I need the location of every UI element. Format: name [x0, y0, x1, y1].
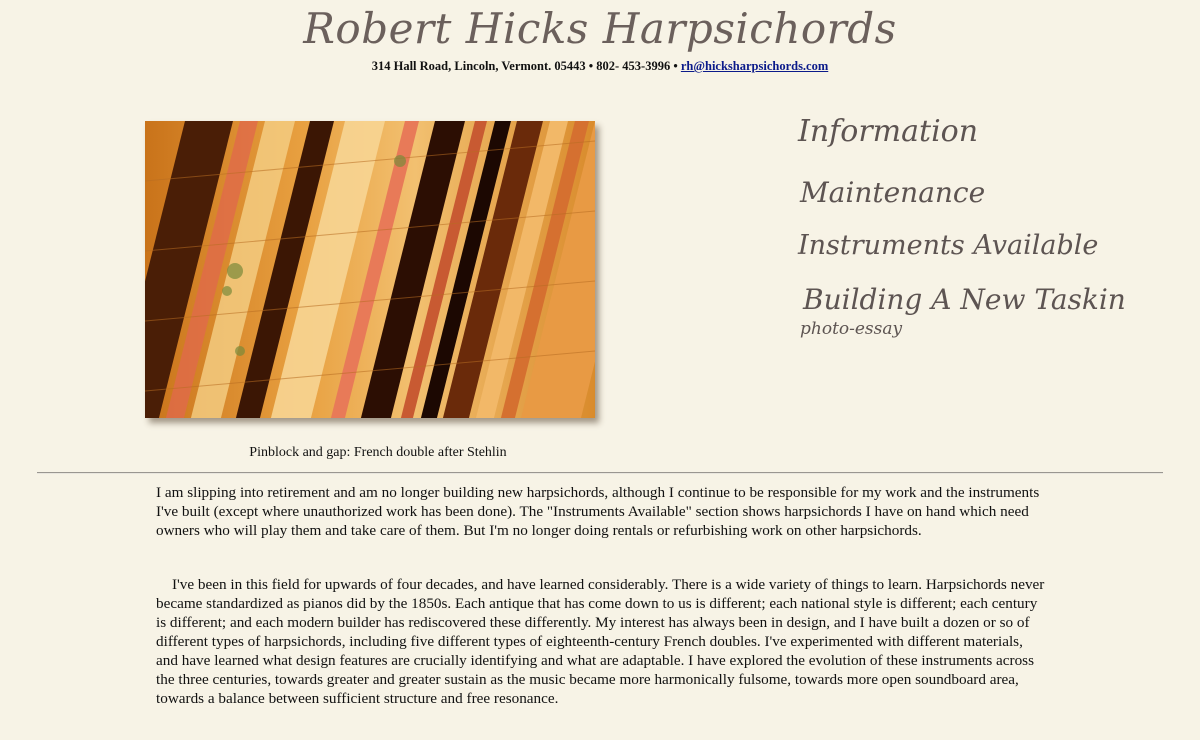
- photo-caption: Pinblock and gap: French double after Stehlin: [249, 445, 507, 460]
- harpsichord-photo: [145, 121, 595, 418]
- nav-building-taskin-link[interactable]: Building A New Taskin: [803, 283, 1126, 316]
- site-title: Robert Hicks Harpsichords: [303, 4, 897, 53]
- horizontal-divider: [37, 472, 1163, 474]
- nav-photo-essay-subtitle: photo-essay: [800, 319, 903, 339]
- nav-maintenance-link[interactable]: Maintenance: [800, 176, 986, 209]
- email-link[interactable]: rh@hicksharpsichords.com: [680, 59, 829, 73]
- harpsichord-image: [145, 121, 595, 418]
- intro-paragraph: I am slipping into retirement and am no longer building new harpsichords, although I continue to be responsible for my work and the instruments I've built (except where unauthorized work has been done). The "Instruments Available" section shows harpsichords I have on hand which need owners who will play them and take care of them. But I'm no longer doing rentals or refurbishing work on other harpsichords.: [156, 484, 1040, 539]
- experience-paragraph: I've been in this field for upwards of four decades, and have learned considerably. There is a wide variety of things to learn. Harpsichords never became standardized as pianos did by the 1850s. Each antique that has come down to us is different; each national style is different; each century is different; and each modern builder has rediscovered these differently. My interest has always been in design, and I have built a dozen or so of different types of harpsichords, including five different types of eighteenth-century French doubles. I've experimented with different materials, and have learned what design features are crucially identifying and what are adaptable. I have explored the evolution of these instruments across the three centuries, towards greater and greater sustain as the music became more harmonically fulsome, towards more open soundboard area, towards a balance between sufficient structure and free resonance.: [156, 576, 1045, 707]
- address-text: 314 Hall Road, Lincoln, Vermont. 05443 • 802- 453-3996 •: [371, 59, 678, 73]
- nav-information-link[interactable]: Information: [798, 114, 979, 149]
- nav-instruments-available-link[interactable]: Instruments Available: [798, 230, 1099, 261]
- contact-line: [0, 59, 1200, 74]
